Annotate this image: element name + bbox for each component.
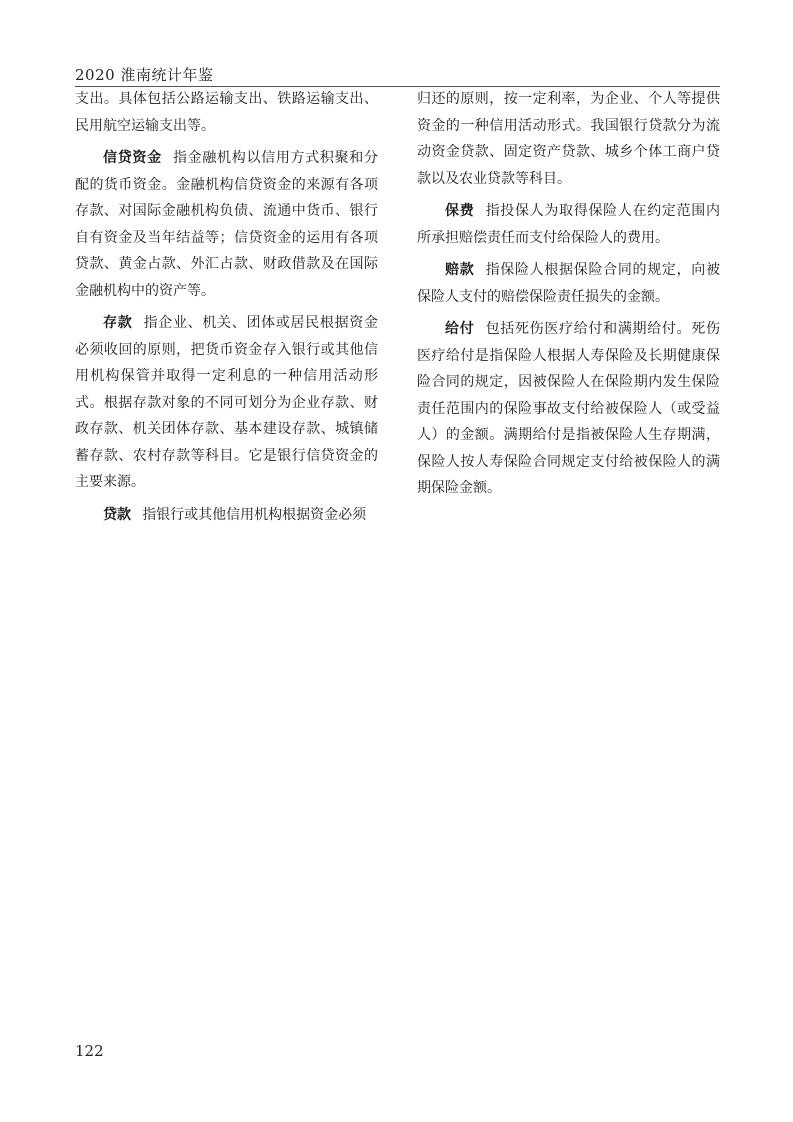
entry-term: 保费 [445,203,475,219]
definition-entry [417,316,720,502]
entry-text: 指保险人根据保险合同的规定，向被保险人支付的赔偿保险责任损失的金额。 [417,262,720,305]
left-continuation-paragraph: 支出。具体包括公路运输支出、铁路运输支出、民用航空运输支出等。 [75,91,378,134]
page-number: 122 [75,1042,104,1060]
entry-text: 指企业、机关、团体或居民根据资金必须收回的原则，把货币资金存入银行或其他信用机构保管并取得一定利息的一种信用活动形式。根据存款对象的不同可划分为企业存款、财政存款、机关团体存款、基本建设存款、城镇储蓄存款、农村存款等科目。它是银行信贷资金的主要来源。 [75,315,378,490]
entry-text: 指银行或其他信用机构根据资金必须 [142,506,367,523]
definition-entry [417,198,720,251]
left-column [75,86,378,534]
running-header: 2020 淮南统计年鉴 [75,66,214,84]
right-continuation-paragraph: 归还的原则，按一定利率，为企业、个人等提供资金的一种信用活动形式。我国银行贷款分为流动资金贷款、固定资产贷款、城乡个体工商户贷款以及农业贷款等科目。 [417,91,720,187]
entry-text: 包括死伤医疗给付和满期给付。死伤医疗给付是指保险人根据人寿保险及长期健康保险合同的规定，因被保险人在保险期内发生保险责任范围内的保险事故支付给被保险人（或受益人）的金额。满期给付是指被保险人生存期满，保险人按人寿保险合同规定支付给被保险人的满期保险金额。 [417,321,720,496]
entry-term: 赔款 [445,262,475,278]
entry-term: 存款 [103,315,133,331]
definition-entry [75,145,378,304]
entry-text: 指金融机构以信用方式积聚和分配的货币资金。金融机构信贷资金的来源有各项存款、对国际金融机构负债、流通中货币、银行自有资金及当年结益等；信贷资金的运用有各项贷款、黄金占款、外汇占款、财政借款及在国际金融机构中的资产等。 [75,150,379,299]
entry-term: 贷款 [103,506,131,523]
entry-text: 指投保人为取得保险人在约定范围内所承担赔偿责任而支付给保险人的费用。 [417,203,720,246]
definition-entry [75,310,378,496]
entry-term: 信贷资金 [103,150,162,166]
definition-entry [75,502,378,529]
right-column [417,86,720,508]
entry-term: 给付 [445,321,475,337]
definition-entry [417,257,720,310]
